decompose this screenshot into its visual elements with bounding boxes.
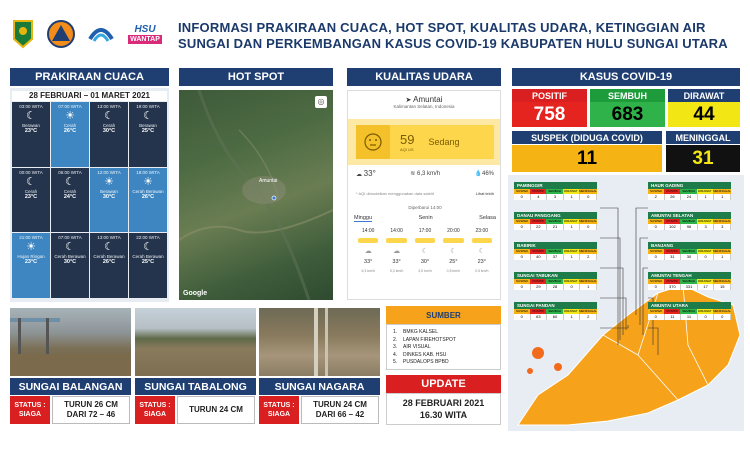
- district-card: [648, 302, 731, 322]
- district-col-headers: SUSPEK POSITIF SEMBUH DIRAWAT MENINGGAL: [514, 279, 597, 284]
- forecast-hours: [354, 228, 496, 273]
- air-heading: KUALITAS UDARA: [347, 68, 501, 86]
- district-col-headers: SUSPEK POSITIF SEMBUH DIRAWAT MENINGGAL: [514, 219, 597, 224]
- aqi-pill: [358, 238, 378, 243]
- district-name: HAUR GADING: [648, 182, 731, 189]
- forecast-day[interactable]: Selasa: [479, 215, 496, 221]
- logo-hsu-wantap: HSU WANTAP: [130, 24, 160, 43]
- positif-value: 758: [512, 102, 587, 127]
- weather-date-range: 28 FEBRUARI – 01 MARET 2021: [12, 91, 167, 101]
- district-values: 2 26 24 1 1: [648, 194, 731, 200]
- district-name: AMUNTAI TENGAH: [648, 272, 731, 279]
- cloud-icon: ☁: [364, 248, 372, 255]
- sembuh-label: SEMBUH: [590, 89, 665, 102]
- district-values: 0 29 28 0 1: [514, 284, 597, 290]
- sun-cloud-icon: ☀: [143, 175, 153, 188]
- weather-cell: 03:00 WITA ☾ Berawan 23°C: [12, 102, 50, 167]
- weather-cell: 12:00 WITA ☀ Berawan 30°C: [90, 168, 128, 233]
- weather-cell: 21:00 WITA ☀ Hujan Ringan 23°C: [12, 233, 50, 298]
- district-values: 0 63 60 1 2: [514, 314, 597, 320]
- moon-cloud-icon: ☾: [143, 110, 153, 122]
- suspek-value: 11: [512, 145, 662, 172]
- forecast-temp: 33°: [392, 259, 401, 265]
- aqi-box: 59 AQI US Sedang: [356, 125, 494, 159]
- moon-cloud-icon: ☾: [104, 110, 114, 122]
- cloud-icon: ☾: [421, 248, 429, 255]
- district-values: 0 4 3 1 0: [514, 194, 597, 200]
- district-card: [514, 182, 597, 202]
- district-card: [514, 242, 597, 262]
- sembuh-value: 683: [590, 102, 665, 127]
- forecast-wind: 6,3 km/h: [361, 269, 375, 273]
- river-photo-nagara: [259, 308, 380, 376]
- moon-cloud-icon: ☾: [65, 175, 75, 188]
- air-header: ➤ Amuntai Kalimantan Selatan, Indonesia: [393, 95, 455, 109]
- district-name: SUNGAI PANDAN: [514, 302, 597, 309]
- forecast-hour: 20:00: [447, 228, 460, 234]
- covid-heading: KASUS COVID-19: [512, 68, 740, 86]
- cloud-icon: ☾: [450, 248, 457, 255]
- district-name: BABIRIK: [514, 242, 597, 249]
- logo-kominfo: [86, 18, 116, 50]
- air-quality-card: ➤ Amuntai Kalimantan Selatan, Indonesia 59 AQI US Sedang ☁ 33° ≋ 6,3 km/h 💧46% * AQI dimodelkan menggunakan data satelit Lihat lebih Diperbarui 14:00 Minggu Senin Selasa 14:00 14:00 17:00 20:00 23:00 ☁ ☁ ☾ ☾ ☾ 33° 33° 30° 25° 23° 6,3 km/h 5,3 km/h 3,5 km/h 0,5 km/h 0,5 km/h: [347, 90, 501, 300]
- source-item: 3. AIR VISUAL: [393, 344, 431, 350]
- sources-list: [386, 324, 501, 370]
- weather-cell: 19:00 WITA ☾ Berawan 25°C: [129, 102, 167, 167]
- river-status: STATUS : SIAGA: [135, 396, 175, 424]
- district-name: PAMINGGIR: [514, 182, 597, 189]
- moon-cloud-icon: ☾: [26, 175, 36, 188]
- hotspot-heading: HOT SPOT: [179, 68, 333, 86]
- weather-cell: 22:00 WITA ☾ Cerah Berawan 25°C: [129, 233, 167, 298]
- district-values: 0 102 96 3 3: [648, 224, 731, 230]
- weather-cell: 07:00 WITA ☀ Cerah 26°C: [51, 102, 89, 167]
- weather-cell: 13:00 WITA ☾ Cerah 30°C: [90, 102, 128, 167]
- logo-bpbd: [46, 18, 76, 50]
- river-level: TURUN 24 CM: [177, 396, 255, 424]
- forecast-hour: 14:00: [390, 228, 403, 234]
- weather-grid: [12, 102, 167, 298]
- forecast-days: [354, 215, 496, 222]
- face-icon: [356, 125, 390, 159]
- dirawat-value: 44: [668, 102, 740, 127]
- sources-heading: SUMBER: [386, 306, 501, 324]
- forecast-temp: 25°: [449, 259, 458, 265]
- page-title: INFORMASI PRAKIRAAN CUACA, HOT SPOT, KUALITAS UDARA, KETINGGIAN AIR SUNGAI DAN PERKEMBANGAN KASUS COVID-19 KABUPATEN HULU SUNGAI UTARA: [178, 20, 728, 51]
- cloud-icon: ☁: [356, 172, 362, 178]
- aqi-pill: [415, 238, 435, 243]
- aqi-status: Sedang: [428, 137, 460, 147]
- forecast-hour: 23:00: [475, 228, 489, 234]
- district-name: AMUNTAI UTARA: [648, 302, 731, 309]
- river-photo-balangan: [10, 308, 131, 376]
- district-col-headers: SUSPEK POSITIF SEMBUH DIRAWAT MENINGGAL: [514, 249, 597, 254]
- aqi-pill: [443, 238, 463, 243]
- district-values: 0 11 11 0 0: [648, 314, 731, 320]
- river-level: TURUN 24 CM DARI 66 – 42: [301, 396, 379, 424]
- source-item: 5. PUSDALOPS BPBD: [393, 359, 449, 365]
- wind-icon: ≋: [410, 171, 416, 177]
- river-name: SUNGAI TABALONG: [135, 378, 256, 395]
- district-col-headers: SUSPEK POSITIF SEMBUH DIRAWAT MENINGGAL: [514, 189, 597, 194]
- district-card: [648, 182, 731, 202]
- district-card: [514, 272, 597, 292]
- map-place-label: Amuntai: [259, 178, 278, 184]
- district-card: [648, 242, 731, 262]
- district-values: 0 370 331 17 15: [648, 284, 731, 290]
- district-col-headers: SUSPEK POSITIF SEMBUH DIRAWAT MENINGGAL: [514, 309, 597, 314]
- district-card: [514, 212, 597, 232]
- weather-cell: 13:00 WITA ☾ Cerah Berawan 26°C: [90, 233, 128, 298]
- aqi-pill: [472, 238, 492, 243]
- sun-cloud-icon: ☀: [65, 110, 75, 122]
- dirawat-label: DIRAWAT: [668, 89, 740, 102]
- moon-cloud-icon: ☾: [65, 241, 75, 254]
- meninggal-label: MENINGGAL: [666, 131, 740, 144]
- humidity-icon: 💧: [474, 171, 482, 177]
- river-status: STATUS : SIAGA: [10, 396, 50, 424]
- river-name: SUNGAI NAGARA: [259, 378, 380, 395]
- forecast-hour: 14:00: [361, 228, 375, 234]
- district-name: SUNGAI TABUKAN: [514, 272, 597, 279]
- locate-icon[interactable]: ◎: [315, 96, 327, 108]
- district-card: [648, 212, 731, 232]
- forecast-temp: 30°: [420, 259, 430, 265]
- hotspot-map[interactable]: [179, 90, 333, 300]
- sun-cloud-icon: ☀: [26, 241, 36, 254]
- update-box: 28 FEBRUARI 2021 16.30 WITA: [386, 393, 501, 425]
- forecast-day[interactable]: Minggu: [354, 215, 373, 221]
- district-values: 0 22 21 1 0: [514, 224, 597, 230]
- district-name: BANJANG: [648, 242, 731, 249]
- district-values: 0 40 37 1 2: [514, 254, 597, 260]
- suspek-label: SUSPEK (DIDUGA COVID): [512, 131, 662, 144]
- aqi-pill: [386, 238, 406, 243]
- forecast-wind: 0,5 km/h: [475, 269, 489, 273]
- district-col-headers: SUSPEK POSITIF SEMBUH DIRAWAT MENINGGAL: [648, 249, 731, 254]
- river-photo-tabalong: [135, 308, 256, 376]
- district-name: DANAU PANGGANG: [514, 212, 597, 219]
- logo-regency: [12, 18, 34, 50]
- more-link[interactable]: Lihat lebih: [475, 191, 494, 196]
- district-col-headers: SUSPEK POSITIF SEMBUH DIRAWAT MENINGGAL: [648, 189, 731, 194]
- sun-cloud-icon: ☀: [104, 175, 114, 188]
- district-card: [514, 302, 597, 322]
- meninggal-value: 31: [666, 145, 740, 172]
- location-arrow-icon: ➤: [405, 97, 412, 104]
- map-attribution: Google: [183, 290, 208, 297]
- river-status: STATUS : SIAGA: [259, 396, 299, 424]
- forecast-day[interactable]: Senin: [418, 215, 433, 221]
- source-item: 1. BMKG KALSEL: [393, 329, 439, 335]
- current-conditions: ☁ 33° ≋ 6,3 km/h 💧46%: [356, 169, 494, 178]
- district-col-headers: SUSPEK POSITIF SEMBUH DIRAWAT MENINGGAL: [648, 219, 731, 224]
- district-card: [648, 272, 731, 292]
- district-name: AMUNTAI SELATAN: [648, 212, 731, 219]
- forecast-hour: 17:00: [418, 228, 432, 234]
- forecast-temp: 23°: [477, 259, 486, 265]
- moon-cloud-icon: ☾: [143, 241, 153, 254]
- moon-cloud-icon: ☾: [104, 241, 114, 254]
- update-label: UPDATE: [386, 375, 501, 393]
- weather-cell: 07:00 WITA ☾ Cerah Berawan 30°C: [51, 233, 89, 298]
- forecast-wind: 3,5 km/h: [418, 269, 432, 273]
- moon-cloud-icon: ☾: [26, 110, 36, 122]
- weather-heading: PRAKIRAAN CUACA: [10, 68, 169, 86]
- weather-cell: 18:00 WITA ☀ Cerah Berawan 26°C: [129, 168, 167, 233]
- weather-cell: 06:00 WITA ☾ Cerah 24°C: [51, 168, 89, 233]
- cloud-icon: ☾: [478, 248, 485, 255]
- river-level: TURUN 26 CM DARI 72 – 46: [52, 396, 130, 424]
- cloud-icon: ☁: [393, 248, 401, 255]
- district-col-headers: SUSPEK POSITIF SEMBUH DIRAWAT MENINGGAL: [648, 279, 731, 284]
- district-values: 0 31 30 0 1: [648, 254, 731, 260]
- positif-label: POSITIF: [512, 89, 587, 102]
- forecast-temp: 33°: [364, 259, 373, 265]
- forecast-wind: 0,5 km/h: [446, 269, 461, 273]
- weather-cell: 00:00 WITA ☾ Cerah 23°C: [12, 168, 50, 233]
- river-name: SUNGAI BALANGAN: [10, 378, 131, 395]
- forecast-wind: 5,3 km/h: [389, 269, 404, 273]
- source-item: 2. LAPAN FIREHOTSPOT: [393, 336, 456, 343]
- source-item: 4. DINKES KAB. HSU: [393, 351, 447, 358]
- district-col-headers: SUSPEK POSITIF SEMBUH DIRAWAT MENINGGAL: [648, 309, 731, 314]
